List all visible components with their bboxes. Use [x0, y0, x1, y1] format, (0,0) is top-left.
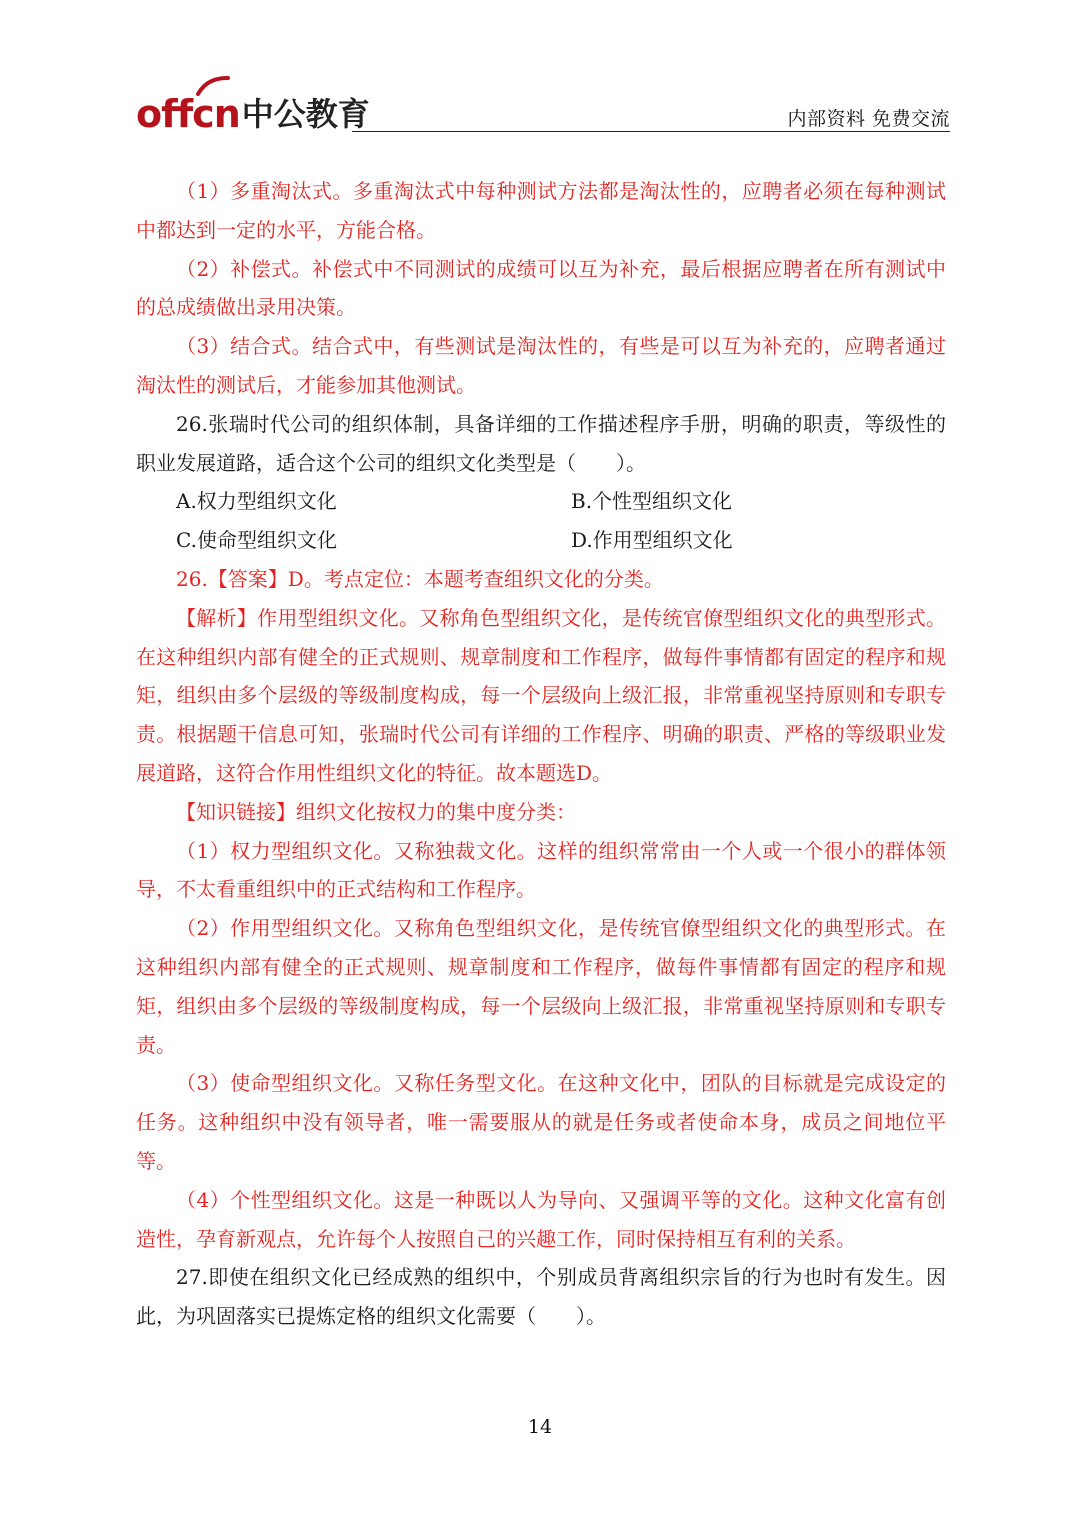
options-row-1 — [136, 482, 946, 521]
option-b: B.个性型组织文化 — [571, 489, 733, 514]
culture-mission-type: （3）使命型组织文化。又称任务型文化。在这种文化中，团队的目标就是完成设定的任务。这种组织中没有领导者，唯一需要服从的就是任务或者使命本身，成员之间地位平等。 — [136, 1071, 946, 1173]
paragraph-compensatory: （2）补偿式。补偿式中不同测试的成绩可以互为补充，最后根据应聘者在所有测试中的总成绩做出录用决策。 — [136, 256, 946, 320]
page-header — [136, 86, 950, 136]
knowledge-link: 【知识链接】组织文化按权力的集中度分类： — [176, 799, 576, 824]
option-c: C.使命型组织文化 — [176, 528, 337, 553]
logo-chinese-text: 中公教育 — [241, 95, 370, 133]
culture-power-type: （1）权力型组织文化。又称独裁文化。这样的组织常常由一个人或一个很小的群体领导，不太看重组织中的正式结构和工作程序。 — [136, 838, 946, 902]
option-a: A.权力型组织文化 — [176, 489, 337, 514]
header-note: 内部资料 免费交流 — [787, 108, 950, 130]
question-26: 26.张瑞时代公司的组织体制，具备详细的工作描述程序手册，明确的职责，等级性的职业发展道路，适合这个公司的组织文化类型是（ ）。 — [136, 411, 946, 475]
culture-role-type: （2）作用型组织文化。又称角色型组织文化，是传统官僚型组织文化的典型形式。在这种组织内部有健全的正式规则、规章制度和工作程序，做每件事情都有固定的程序和规矩，组织由多个层级的等级制度构成，每一个层级向上级汇报，非常重视坚持原则和专职专责。 — [136, 916, 946, 1057]
question-27: 27.即使在组织文化已经成熟的组织中，个别成员背离组织宗旨的行为也时有发生。因此，为巩固落实已提炼定格的组织文化需要（ ）。 — [136, 1265, 946, 1329]
options-row-2 — [136, 521, 946, 560]
paragraph-combined: （3）结合式。结合式中，有些测试是淘汰性的，有些是可以互为补充的，应聘者通过淘汰性的测试后，才能参加其他测试。 — [136, 334, 946, 397]
option-d: D.作用型组织文化 — [571, 528, 733, 553]
paragraph-multiple-elimination: （1）多重淘汰式。多重淘汰式中每种测试方法都是淘汰性的，应聘者必须在每种测试中都达到一定的水平，方能合格。 — [136, 179, 946, 242]
culture-personality-type: （4）个性型组织文化。这是一种既以人为导向、又强调平等的文化。这种文化富有创造性，孕育新观点，允许每个人按照自己的兴趣工作，同时保持相互有利的关系。 — [136, 1187, 946, 1251]
offcn-logo — [136, 86, 370, 134]
logo-swoosh-icon — [196, 76, 230, 96]
answer-26: 26.【答案】D。考点定位：本题考查组织文化的分类。 — [176, 566, 664, 591]
page-content — [136, 172, 946, 1336]
analysis-26: 【解析】作用型组织文化。又称角色型组织文化，是传统官僚型组织文化的典型形式。在这种组织内部有健全的正式规则、规章制度和工作程序，做每件事情都有固定的程序和规矩，组织由多个层级的等级制度构成，每一个层级向上级汇报，非常重视坚持原则和专职专责。根据题干信息可知，张瑞时代公司有详细的工作程序、明确的职责、严格的等级职业发展道路，这符合作用性组织文化的特征。故本题选D。 — [136, 605, 946, 785]
logo-latin-text: offcn — [136, 92, 240, 136]
page-number: 14 — [527, 1416, 553, 1438]
header-rule — [352, 131, 950, 132]
